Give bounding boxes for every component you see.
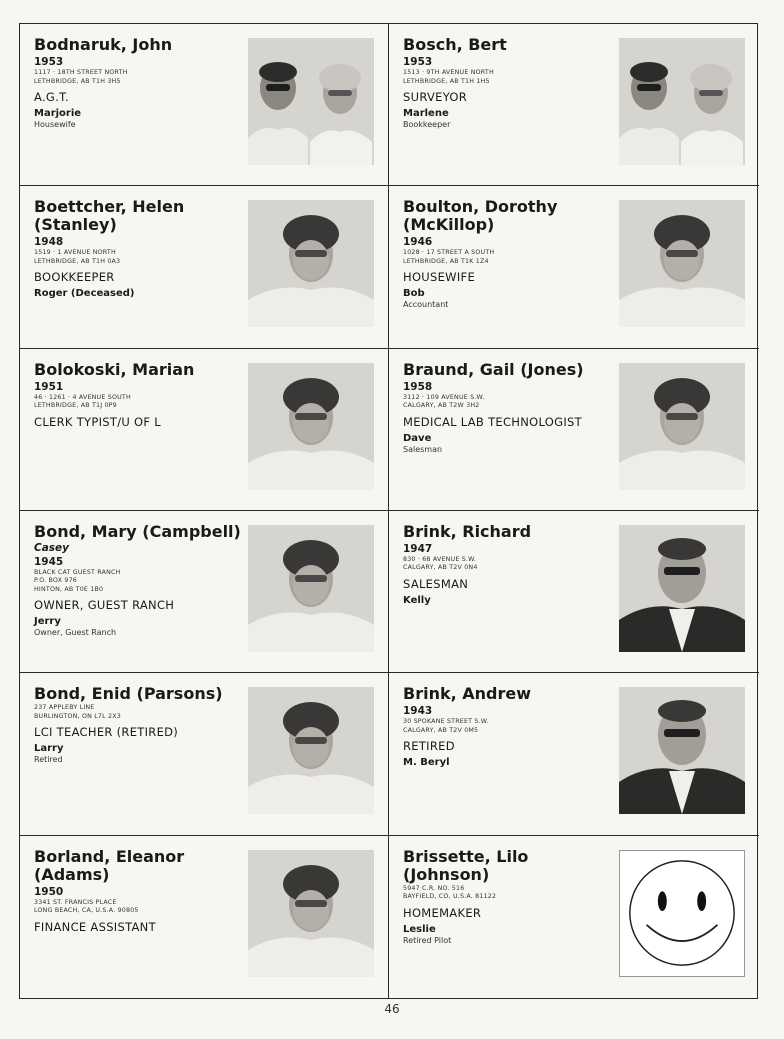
portrait-frame — [248, 850, 374, 977]
entry-year: 1947 — [403, 542, 433, 555]
entry-spouse: Leslie — [403, 923, 436, 935]
portrait-frame — [248, 38, 374, 165]
address-line: 5947 C.R. NO. 516 — [403, 884, 465, 892]
entry-occupation: MEDICAL LAB TECHNOLOGIST — [403, 414, 582, 429]
entry-name: Bodnaruk, John — [34, 35, 173, 54]
entry-name: Brissette, Lilo (Johnson) — [403, 846, 529, 884]
portrait-frame — [619, 38, 745, 165]
directory-entry-4 — [389, 186, 759, 348]
entry-name: Boulton, Dorothy (McKillop) — [403, 197, 558, 235]
entry-occupation: SURVEYOR — [403, 90, 468, 104]
entry-occupation: FINANCE ASSISTANT — [34, 919, 156, 934]
address-line: BURLINGTON, ON L7L 2X3 — [34, 712, 121, 720]
entry-info — [403, 685, 613, 768]
address-line: CALGARY, AB T2V 0M5 — [403, 726, 479, 734]
portrait-photo — [619, 38, 745, 165]
entry-occupation: CLERK TYPIST/U OF L — [34, 414, 161, 429]
entry-spouse: M. Beryl — [403, 757, 450, 769]
entry-occupation: LCI TEACHER (RETIRED) — [34, 725, 179, 740]
address-line: 1028 · 17 STREET A SOUTH — [403, 249, 495, 257]
entry-occupation: HOMEMAKER — [403, 905, 482, 920]
entry-spouse: Dave — [403, 432, 432, 444]
directory-entry-9 — [20, 673, 389, 835]
entry-address — [403, 556, 613, 573]
directory-entry-7 — [20, 511, 389, 673]
address-line: 1519 · 1 AVENUE NORTH — [34, 249, 116, 257]
directory-entry-5 — [20, 349, 389, 511]
address-line: LONG BEACH, CA, U.S.A. 90805 — [34, 907, 139, 915]
portrait-photo — [619, 363, 745, 490]
entry-spouse: Jerry — [34, 616, 61, 628]
address-line: HINTON, AB T0E 1B0 — [34, 585, 104, 593]
directory-entry-11 — [20, 836, 389, 998]
entry-address — [403, 69, 613, 86]
entry-name: Bolokoski, Marian — [34, 359, 195, 379]
entry-address — [34, 394, 244, 411]
smiley-placeholder — [619, 850, 745, 977]
entry-address — [403, 885, 613, 902]
entry-address — [403, 394, 613, 411]
address-line: 237 APPLEBY LINE — [34, 704, 95, 712]
entry-year: 1958 — [403, 380, 433, 393]
address-line: LETHBRIDGE, AB T1H 1H5 — [403, 77, 490, 85]
portrait-photo — [619, 687, 745, 814]
entry-occupation: RETIRED — [403, 739, 455, 754]
portrait-photo — [619, 525, 745, 652]
entry-info — [403, 523, 613, 606]
address-line: P.O. BOX 976 — [34, 577, 78, 585]
portrait-frame — [619, 687, 745, 814]
entry-address — [34, 899, 244, 916]
portrait-photo — [248, 525, 374, 652]
portrait-frame — [248, 525, 374, 652]
entry-occupation: BOOKKEEPER — [34, 270, 115, 285]
portrait-frame — [619, 363, 745, 490]
address-line: CALGARY, AB T2W 3H2 — [403, 402, 480, 410]
entry-name: Bond, Mary (Campbell) — [34, 521, 241, 541]
address-line: LETHBRIDGE, AB T1J 0P9 — [34, 402, 117, 410]
smiley-face-icon — [620, 851, 744, 976]
entry-info — [403, 36, 613, 129]
entry-info — [34, 685, 244, 764]
portrait-frame — [619, 525, 745, 652]
entry-info — [34, 848, 244, 934]
address-line: 46 · 1261 · 4 AVENUE SOUTH — [34, 393, 131, 401]
address-line: CALGARY, AB T2V 0N4 — [403, 564, 478, 572]
entry-address — [34, 704, 244, 721]
entry-year: 1948 — [34, 236, 64, 249]
entry-spouse-occupation: Salesman — [403, 444, 443, 454]
entry-address — [34, 569, 244, 595]
address-line: LETHBRIDGE, AB T1H 0A3 — [34, 257, 121, 265]
entry-name: Brink, Richard — [403, 521, 532, 541]
entry-spouse-occupation: Owner, Guest Ranch — [34, 628, 117, 638]
entry-year: 1950 — [34, 885, 64, 898]
entry-spouse-occupation: Accountant — [403, 300, 449, 310]
entry-year: 1946 — [403, 236, 433, 249]
entry-spouse: Bob — [403, 288, 425, 300]
portrait-frame — [619, 200, 745, 327]
portrait-photo — [248, 687, 374, 814]
directory-entry-2 — [389, 24, 759, 186]
portrait-photo — [248, 38, 374, 165]
directory-entry-3 — [20, 186, 389, 348]
directory-entry-10 — [389, 673, 759, 835]
portrait-photo — [248, 200, 374, 327]
entry-spouse: Roger (Deceased) — [34, 288, 135, 300]
entry-occupation: HOUSEWIFE — [403, 270, 476, 285]
entry-info — [34, 198, 244, 299]
entry-info — [34, 361, 244, 429]
entry-info — [403, 361, 613, 454]
directory-entry-8 — [389, 511, 759, 673]
entry-info — [403, 198, 613, 309]
address-line: LETHBRIDGE, AB T1H 3H5 — [34, 77, 121, 85]
entry-info — [403, 848, 613, 945]
portrait-photo — [248, 850, 374, 977]
entry-year: 1953 — [403, 56, 433, 68]
entry-occupation: SALESMAN — [403, 576, 469, 591]
directory-entry-1 — [20, 24, 389, 186]
entry-name: Bond, Enid (Parsons) — [34, 684, 223, 704]
address-line: BLACK CAT GUEST RANCH — [34, 568, 121, 576]
entry-occupation: A.G.T. — [34, 90, 70, 104]
entry-address — [403, 718, 613, 735]
address-line: BAYFIELD, CO, U.S.A. 81122 — [403, 893, 497, 901]
entry-name: Borland, Eleanor (Adams) — [34, 846, 185, 884]
address-line: 1513 · 9TH AVENUE NORTH — [403, 69, 494, 76]
entry-name: Brink, Andrew — [403, 684, 531, 704]
page-number: 46 — [384, 1002, 400, 1016]
entry-spouse-occupation: Bookkeeper — [403, 120, 451, 129]
portrait-photo — [619, 200, 745, 327]
portrait-frame — [248, 200, 374, 327]
entry-spouse: Marlene — [403, 108, 449, 119]
portrait-photo — [248, 363, 374, 490]
entry-year: 1953 — [34, 56, 64, 68]
entry-year: 1951 — [34, 380, 64, 393]
directory-entry-12 — [389, 836, 759, 998]
entry-year: 1945 — [34, 555, 64, 568]
entry-spouse: Kelly — [403, 594, 431, 606]
entry-name: Boettcher, Helen (Stanley) — [34, 197, 185, 235]
entry-spouse: Larry — [34, 743, 64, 755]
entry-name: Bosch, Bert — [403, 35, 507, 54]
entry-year: 1943 — [403, 705, 433, 718]
entry-occupation: OWNER, GUEST RANCH — [34, 598, 175, 613]
entry-spouse-occupation: Retired Pilot — [403, 935, 452, 945]
address-line: LETHBRIDGE, AB T1K 1Z4 — [403, 257, 489, 265]
address-line: 3112 · 109 AVENUE S.W. — [403, 393, 485, 401]
entry-name: Braund, Gail (Jones) — [403, 359, 584, 379]
entry-spouse: Marjorie — [34, 108, 82, 119]
address-line: 830 · 68 AVENUE S.W. — [403, 555, 477, 563]
entry-spouse-occupation: Housewife — [34, 120, 76, 129]
entry-nickname: Casey — [34, 541, 70, 554]
address-line: 1117 · 18TH STREET NORTH — [34, 69, 128, 76]
directory-grid — [19, 23, 758, 999]
entry-address — [403, 249, 613, 266]
portrait-frame — [248, 687, 374, 814]
directory-entry-6 — [389, 349, 759, 511]
address-line: 30 SPOKANE STREET S.W. — [403, 718, 489, 726]
entry-info — [34, 36, 244, 129]
address-line: 3341 ST. FRANCIS PLACE — [34, 898, 117, 906]
entry-address — [34, 69, 244, 86]
portrait-frame — [248, 363, 374, 490]
entry-address — [34, 249, 244, 266]
entry-spouse-occupation: Retired — [34, 755, 63, 765]
entry-info — [34, 523, 244, 638]
